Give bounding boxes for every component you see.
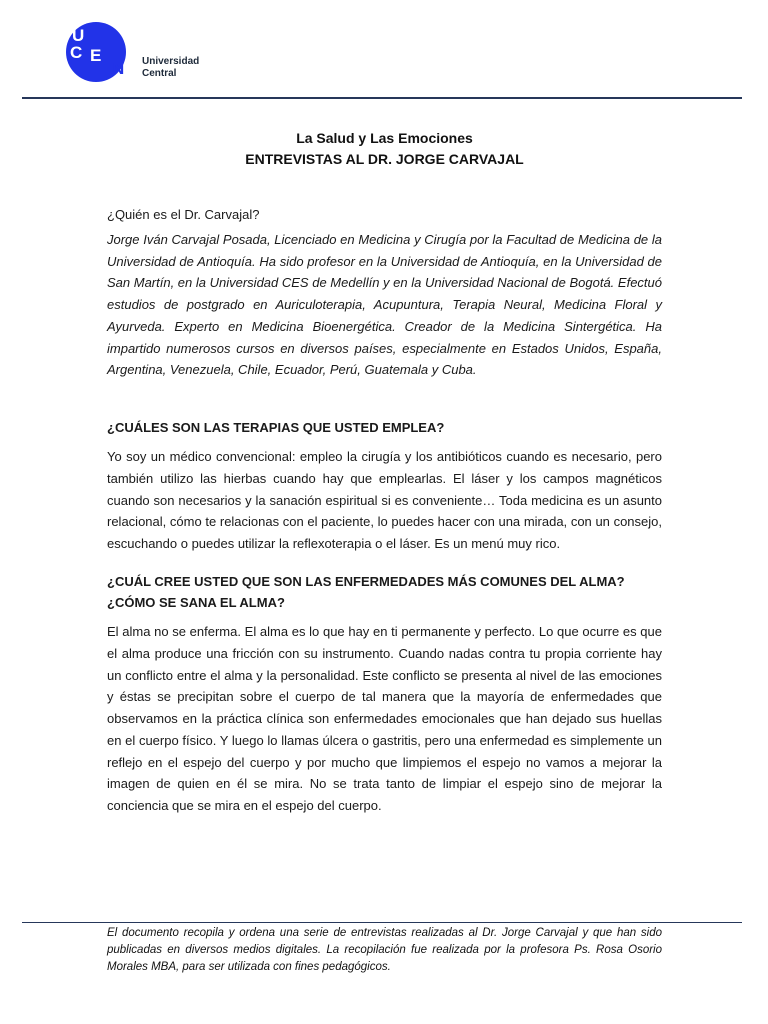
section-answer-therapies: Yo soy un médico convencional: empleo la cirugía y los antibióticos cuando es necesario, pero también utilizo las hierbas cuando hay que emplearlas. El láser y los campos magnéticos cuando son necesarios y la sanación espiritual si es conveniente… Toda medicina es un asunto relacional, cómo te relacionas con el paciente, lo puedes hacer con una mirada, con un consejo, escuchando o puedes utilizar la reflexoterapia o el láser. Es un menú muy rico.: [107, 448, 662, 552]
section-question-soul: ¿CUÁL CREE USTED QUE SON LAS ENFERMEDADES MÁS COMUNES DEL ALMA? ¿CÓMO SE SANA EL ALMA?: [107, 573, 625, 610]
section-question-therapies: ¿CUÁLES SON LAS TERAPIAS QUE USTED EMPLEA?: [107, 419, 445, 435]
university-name-line1: Universidad: [142, 56, 200, 67]
footer-divider: [22, 922, 742, 923]
document-title: La Salud y Las Emociones: [296, 130, 473, 146]
logo-letter-n: N: [112, 59, 125, 78]
header-divider: [22, 97, 742, 99]
section-answer-soul: El alma no se enferma. El alma es lo que hay en ti permanente y perfecto. Lo que ocurre es que el alma produce una fricción con su instrumento. Cuando nadas contra tu propia corriente hay un conflicto entre el alma y la personalidad. Este conflicto se presenta al nivel de las emociones y éstas se precipitan sobre el cuerpo de tal manera que la mayoría de enfermedades que observamos en la práctica clínica son enfermedades emocionales que han dejado sus huellas en el cuerpo físico. Y luego lo llamas úlcera o gastritis, pero una enfermedad es simplemente un reflejo en el espejo del cuerpo y por mucho que limpiemos el espejo no vamos a mejorar la imagen de quien en él se mira. No se trata tanto de limpiar el espejo sino de mejorar la conciencia que se mira en el espejo del cuerpo.: [107, 623, 662, 814]
logo-letter-e: E: [90, 46, 102, 65]
logo-letter-c: C: [70, 43, 83, 62]
document-subtitle: ENTREVISTAS AL DR. JORGE CARVAJAL: [245, 151, 524, 167]
document-body: [107, 128, 662, 817]
university-name: [142, 56, 199, 80]
page-header: [0, 0, 768, 100]
intro-question: ¿Quién es el Dr. Carvajal?: [107, 207, 260, 222]
university-logo: [66, 22, 126, 82]
logo-letter-u: U: [72, 26, 85, 45]
bio-paragraph: Jorge Iván Carvajal Posada, Licenciado en Medicina y Cirugía por la Facultad de Medicina de la Universidad de Antioquía. Ha sido profesor en la Universidad de Antioquía, en la Universidad de San Martín, en la Universidad CES de Medellín y en la Universidad Nacional de Bogotá. Efectuó estudios de postgrado en Auriculoterapia, Acupuntura, Terapia Neural, Medicina Floral y Ayurveda. Experto en Medicina Bioenergética. Creador de la Medicina Sintergética. Ha impartido numerosos cursos en diversos países, especialmente en Estados Unidos, España, Argentina, Venezuela, Chile, Ecuador, Perú, Guatemala y Cuba.: [107, 232, 662, 378]
university-name-line2: Central: [142, 68, 177, 79]
footer-note: El documento recopila y ordena una serie de entrevistas realizadas al Dr. Jorge Carvajal y que han sido publicadas en diversos medios digitales. La recopilación fue realizada por la profesora Ps. Rosa Osorio Morales MBA, para ser utilizada con fines pedagógicos.: [107, 927, 662, 973]
